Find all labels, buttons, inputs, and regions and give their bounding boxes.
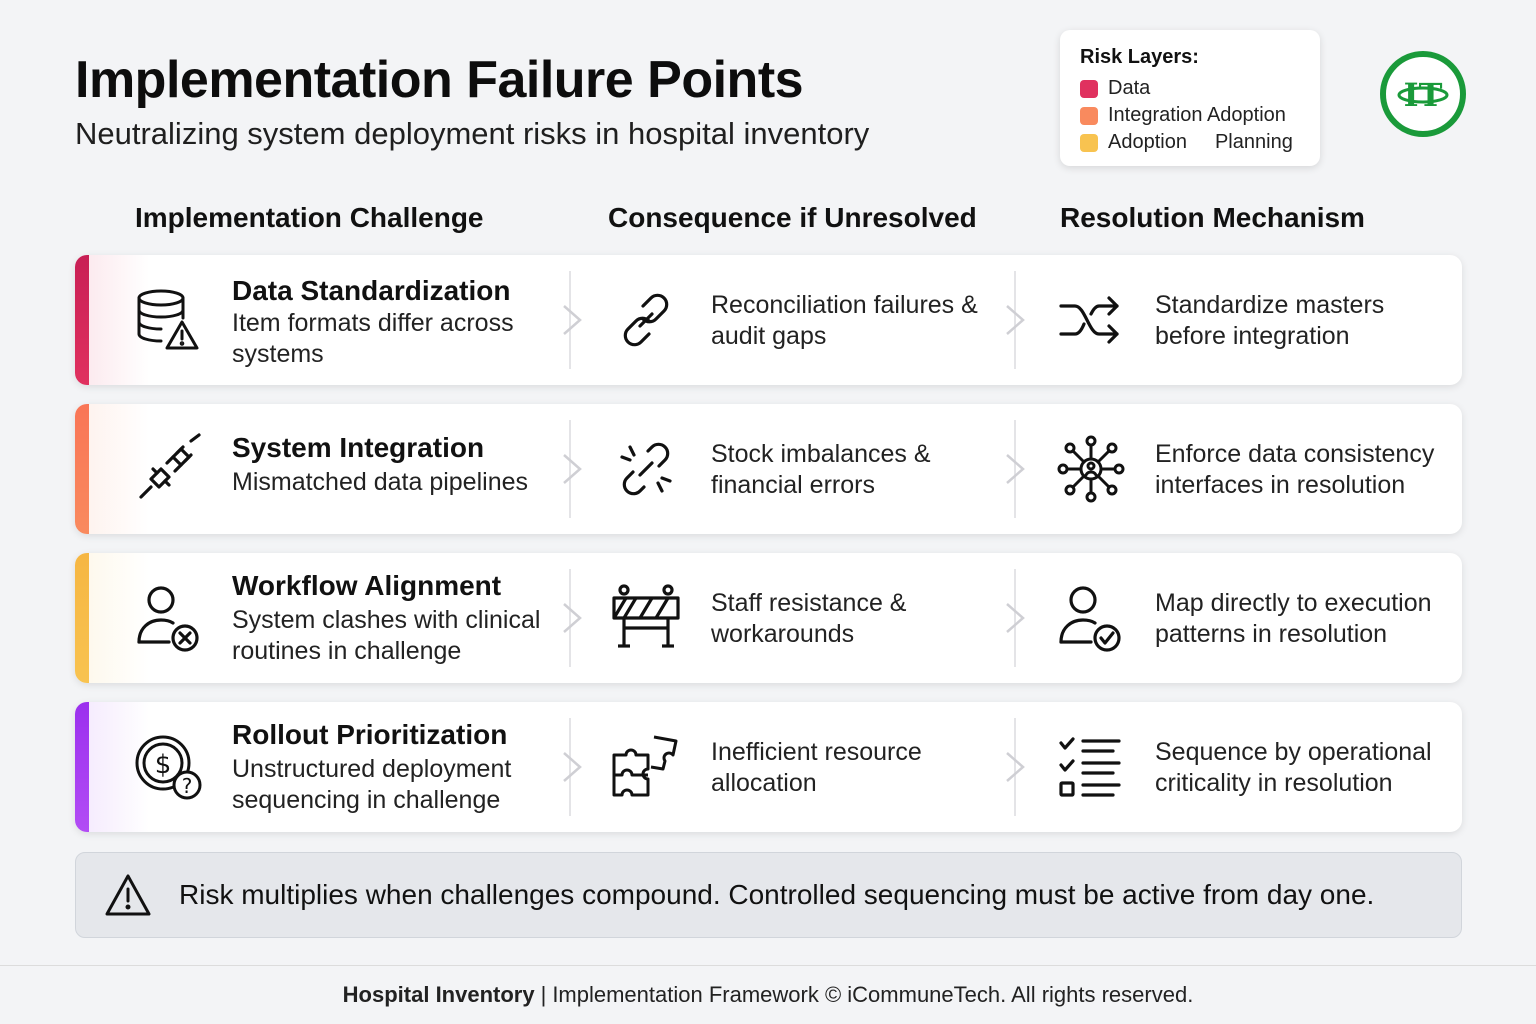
challenge-title: Workflow Alignment <box>232 570 502 601</box>
resolution-text: Enforce data consistency interfaces in resolution <box>1155 440 1435 499</box>
broken-link-icon <box>610 433 682 505</box>
challenge-desc: Unstructured deployment sequencing in challenge <box>232 755 512 814</box>
consequence-text: Reconciliation failures & audit gaps <box>711 291 978 350</box>
user-x-icon <box>133 582 205 654</box>
consequence-text: Staff resistance & workarounds <box>711 589 907 648</box>
risk-row-integration <box>75 404 1462 534</box>
legend-item-adoption <box>1080 129 1320 156</box>
risk-row-adoption <box>75 553 1462 683</box>
checklist-icon <box>1055 731 1127 803</box>
row-accent <box>75 553 89 683</box>
resolution-text: Map directly to execution patterns in resolution <box>1155 589 1432 648</box>
chevron-right-icon <box>560 749 584 785</box>
barrier-icon <box>610 582 682 654</box>
consequence-text: Inefficient resource allocation <box>711 738 922 797</box>
plug-disconnect-icon <box>133 433 205 505</box>
legend-label: Adoption <box>1108 131 1187 153</box>
legend-swatch <box>1080 107 1098 125</box>
footer-brand: Hospital Inventory <box>342 982 535 1007</box>
row-accent <box>75 255 89 385</box>
challenge-desc: System clashes with clinical routines in challenge <box>232 606 541 665</box>
resolution-text: Standardize masters before integration <box>1155 291 1385 350</box>
footer-divider <box>0 965 1536 966</box>
svg-text:$: $ <box>154 750 172 780</box>
page-subtitle: Neutralizing system deployment risks in hospital inventory <box>75 116 870 151</box>
challenge-title: Data Standardization <box>232 275 511 306</box>
logo-text: IT <box>1403 76 1443 114</box>
chevron-right-icon <box>560 302 584 338</box>
column-header-resolution: Resolution Mechanism <box>1060 202 1365 233</box>
chevron-right-icon <box>1003 451 1027 487</box>
chevron-right-icon <box>1003 749 1027 785</box>
legend-item-data <box>1080 75 1320 102</box>
risk-warning-banner <box>75 852 1462 938</box>
risk-legend <box>1060 30 1320 166</box>
page-title: Implementation Failure Points <box>75 51 804 109</box>
legend-item-integration <box>1080 102 1320 129</box>
shuffle-arrows-icon <box>1055 284 1127 356</box>
puzzle-icon <box>610 731 682 803</box>
legend-title: Risk Layers: <box>1080 46 1199 68</box>
challenge-desc: Mismatched data pipelines <box>232 468 528 496</box>
resolution-text: Sequence by operational criticality in resolution <box>1155 738 1432 797</box>
chevron-right-icon <box>1003 302 1027 338</box>
legend-swatch <box>1080 134 1098 152</box>
legend-label-extra: Planning <box>1214 131 1293 153</box>
risk-row-data <box>75 255 1462 385</box>
chevron-right-icon <box>560 600 584 636</box>
challenge-title: System Integration <box>232 432 485 463</box>
consequence-text: Stock imbalances & financial errors <box>711 440 931 499</box>
chevron-right-icon <box>1003 600 1027 636</box>
challenge-title: Rollout Prioritization <box>232 719 508 750</box>
database-warning-icon <box>133 284 205 356</box>
svg-text:?: ? <box>181 774 193 798</box>
dollar-question-icon <box>133 731 205 803</box>
chain-link-icon <box>610 284 682 356</box>
legend-label: Integration Adoption <box>1108 104 1286 126</box>
user-check-icon <box>1055 582 1127 654</box>
footer-text: Implementation Framework © iCommuneTech. All rights reserved. <box>552 982 1194 1007</box>
row-accent <box>75 404 89 534</box>
network-hub-icon <box>1055 433 1127 505</box>
warning-triangle-icon <box>104 872 152 918</box>
chevron-right-icon <box>560 451 584 487</box>
footer <box>0 982 1536 1008</box>
column-header-challenge: Implementation Challenge <box>135 202 484 233</box>
legend-swatch <box>1080 80 1098 98</box>
challenge-desc: Item formats differ across systems <box>232 309 514 368</box>
column-header-consequence: Consequence if Unresolved <box>608 202 977 233</box>
company-logo-icon <box>1379 50 1467 138</box>
legend-label: Data <box>1108 77 1151 99</box>
risk-row-planning <box>75 702 1462 832</box>
banner-text: Risk multiplies when challenges compound. Controlled sequencing must be active from day one. <box>179 879 1375 910</box>
footer-separator: | <box>540 982 547 1007</box>
row-accent <box>75 702 89 832</box>
